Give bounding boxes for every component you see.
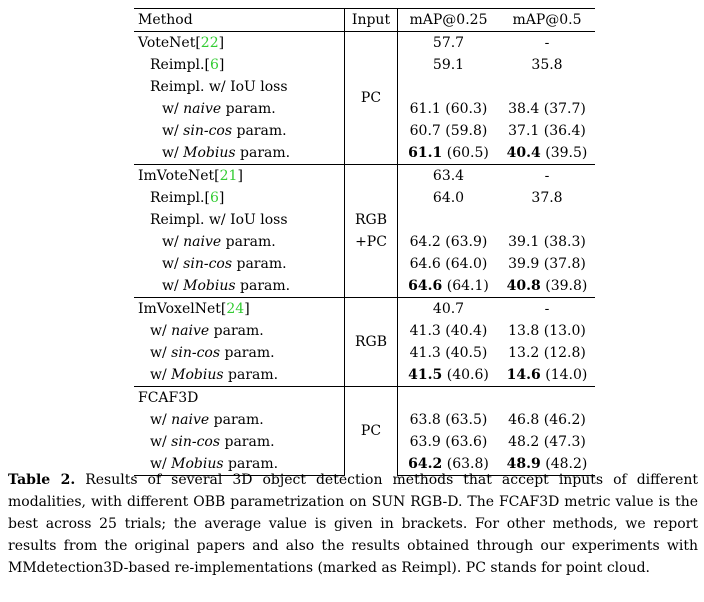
table-row [134,387,595,410]
metric-average: (13.0) [539,323,586,339]
metric-value: 48.2 [508,434,540,450]
method-cell [134,409,345,431]
param-name: sin-cos [171,434,221,450]
metric-average: (40.6) [442,367,489,383]
metric-average: (60.3) [440,101,488,117]
method-suffix: param. [235,145,291,161]
metric-average: (47.3) [539,434,586,450]
metric-value: 41.5 [408,367,443,383]
method-prefix: w/ [162,278,184,294]
map25-cell [398,120,500,142]
metric-value: 64.0 [432,190,465,206]
param-name: naive [171,323,210,339]
map25-cell [398,142,500,165]
map50-cell [499,142,595,165]
map25-cell [398,253,500,275]
method-prefix: w/ [150,323,172,339]
metric-value: 63.9 [409,434,441,450]
map50-cell [499,209,595,231]
map50-cell [499,298,595,321]
citation-link: 6 [209,57,219,73]
map50-cell [499,253,595,275]
input-modality: RGB [354,334,387,350]
metric-value: 64.6 [409,256,441,272]
method-name: VoteNet [138,35,196,51]
method-cell [134,275,345,298]
method-name: Reimpl. w/ IoU loss [150,79,288,95]
metric-value: - [544,168,550,184]
metric-value: 63.8 [409,412,441,428]
method-prefix: w/ [162,256,184,272]
metric-average: (39.8) [540,278,588,294]
map50-cell [499,431,595,453]
param-name: naive [183,101,222,117]
map50-cell [499,387,595,410]
table-caption [8,469,698,579]
map25-cell [398,387,500,410]
metric-value: 40.8 [506,278,541,294]
citation-link: 24 [226,301,245,317]
map25-cell [398,409,500,431]
map50-cell [499,98,595,120]
metric-value: 37.1 [508,123,540,139]
citation-link: 6 [209,190,219,206]
input-cell [345,298,398,387]
method-suffix: param. [220,434,275,450]
param-name: Mobius [171,456,224,472]
metric-value: 57.7 [432,35,465,51]
method-cell: ImVoteNet[21] [134,165,345,188]
metric-value: 48.9 [506,456,541,472]
header-input: Input [345,9,398,32]
input-modality: PC [360,90,382,106]
method-cell [134,98,345,120]
map25-cell [398,76,500,98]
map50-cell [499,54,595,76]
method-cell: VoteNet[22] [134,32,345,55]
method-suffix: param. [221,101,276,117]
map25-cell [398,298,500,321]
method-cell [134,120,345,142]
method-prefix: w/ [150,434,172,450]
citation-link: 22 [200,35,219,51]
method-cell [134,253,345,275]
map50-cell [499,32,595,55]
method-cell: ImVoxelNet[24] [134,298,345,321]
param-name: sin-cos [183,123,233,139]
metric-value: 13.2 [508,345,540,361]
method-cell [134,342,345,364]
param-name: naive [171,412,210,428]
method-name: ImVoteNet [138,168,215,184]
method-suffix: param. [235,278,291,294]
method-suffix: param. [220,345,275,361]
method-cell [134,364,345,387]
method-name: Reimpl. w/ IoU loss [150,212,288,228]
metric-average: (40.5) [440,345,488,361]
metric-value: 38.4 [508,101,540,117]
table-row [134,298,595,321]
metric-average: (48.2) [540,456,588,472]
metric-value: 59.1 [432,57,465,73]
metric-value: 64.6 [408,278,443,294]
map25-cell [398,342,500,364]
method-prefix: w/ [150,412,172,428]
metric-average: (46.2) [539,412,586,428]
method-name: FCAF3D [138,390,199,406]
map50-cell [499,165,595,188]
map50-cell [499,231,595,253]
metric-average: (63.9) [440,234,488,250]
map25-cell [398,364,500,387]
metric-average: (63.8) [442,456,489,472]
map50-cell [499,76,595,98]
metric-value: 14.6 [506,367,541,383]
map50-cell [499,187,595,209]
metric-average: (37.8) [539,256,586,272]
metric-value: - [544,35,550,51]
map25-cell [398,165,500,188]
map25-cell [398,98,500,120]
metric-value: 60.7 [409,123,441,139]
metric-value: 41.3 [409,323,441,339]
method-prefix: w/ [162,101,184,117]
method-suffix: param. [223,367,279,383]
metric-value: - [544,301,550,317]
metric-average: (63.5) [440,412,488,428]
table-body [134,32,595,476]
method-cell: Reimpl.[6] [150,190,225,206]
metric-value: 37.8 [531,190,563,206]
metric-average: (63.6) [440,434,488,450]
metric-value: 64.2 [408,456,443,472]
method-cell [134,387,345,410]
map50-cell [499,320,595,342]
metric-average: (12.8) [539,345,586,361]
metric-average: (40.4) [440,323,488,339]
param-name: sin-cos [183,256,233,272]
caption-text: Results of several 3D object detection methods that accept inputs of different modalities, with different OBB parametrization on SUN RGB-D. The FCAF3D metric value is the best across 25 trials; the average value is given in brackets. For other methods, we report results from the original papers and also the results obtained through our experiments with MMdetection3D-based re-implementations (marked as Reimpl). PC stands for point cloud. [8,472,699,576]
map25-cell [398,209,500,231]
metric-value: 39.9 [508,256,540,272]
metric-average: (64.1) [442,278,489,294]
metric-value: 39.1 [508,234,540,250]
map25-cell [398,320,500,342]
table-row [134,165,595,188]
method-cell [134,142,345,165]
header-map25: mAP@0.25 [398,9,500,32]
input-cell [345,387,398,476]
caption-label: Table 2. [8,472,76,488]
method-cell [134,209,345,231]
method-prefix: w/ [150,345,172,361]
metric-average: (39.5) [540,145,588,161]
metric-average: (64.0) [440,256,488,272]
map50-cell [499,120,595,142]
metric-average: (38.3) [539,234,586,250]
method-cell: Reimpl.[6] [150,57,225,73]
metric-value: 35.8 [531,57,563,73]
input-modality: PC [360,423,382,440]
method-prefix: w/ [162,145,184,161]
method-prefix: w/ [150,367,172,383]
map25-cell [398,187,500,209]
metric-value: 13.8 [508,323,540,339]
method-cell [134,431,345,453]
map50-cell [499,275,595,298]
metric-average: (60.5) [442,145,489,161]
metric-average: (59.8) [440,123,488,139]
results-table [134,8,595,476]
metric-average: (36.4) [539,123,586,139]
metric-average: (14.0) [540,367,588,383]
method-suffix: param. [232,123,287,139]
method-suffix: param. [209,323,264,339]
metric-value: 46.8 [508,412,540,428]
metric-value: 63.4 [432,168,465,184]
table-header-row [134,9,595,32]
param-name: sin-cos [171,345,221,361]
method-suffix: param. [221,234,276,250]
param-name: Mobius [183,145,236,161]
param-name: naive [183,234,222,250]
method-cell [134,320,345,342]
method-name: Reimpl. [150,57,205,73]
header-method: Method [134,9,345,32]
metric-value: 40.7 [432,301,465,317]
method-suffix: param. [209,412,264,428]
map50-cell [499,364,595,387]
map50-cell [499,409,595,431]
input-modality: RGB [354,212,387,228]
metric-value: 40.4 [506,145,541,161]
map25-cell [398,32,500,55]
method-name: Reimpl. [150,190,205,206]
method-name: ImVoxelNet [138,301,221,317]
method-prefix: w/ [162,123,184,139]
method-cell [134,231,345,253]
metric-value: 41.3 [409,345,441,361]
map25-cell [398,231,500,253]
map25-cell [398,431,500,453]
method-suffix: param. [232,256,287,272]
metric-value: 61.1 [408,145,443,161]
method-suffix: param. [223,456,279,472]
param-name: Mobius [171,367,224,383]
metric-average: (37.7) [539,101,586,117]
input-modality: +PC [355,234,387,250]
metric-value: 64.2 [409,234,441,250]
metric-value: 61.1 [409,101,441,117]
map25-cell [398,275,500,298]
method-prefix: w/ [150,456,172,472]
map50-cell [499,342,595,364]
map25-cell [398,54,500,76]
param-name: Mobius [183,278,236,294]
citation-link: 21 [219,168,238,184]
method-prefix: w/ [162,234,184,250]
method-cell [134,76,345,98]
header-map50: mAP@0.5 [499,9,595,32]
input-cell [345,165,398,298]
input-cell [345,32,398,165]
table-row [134,32,595,55]
